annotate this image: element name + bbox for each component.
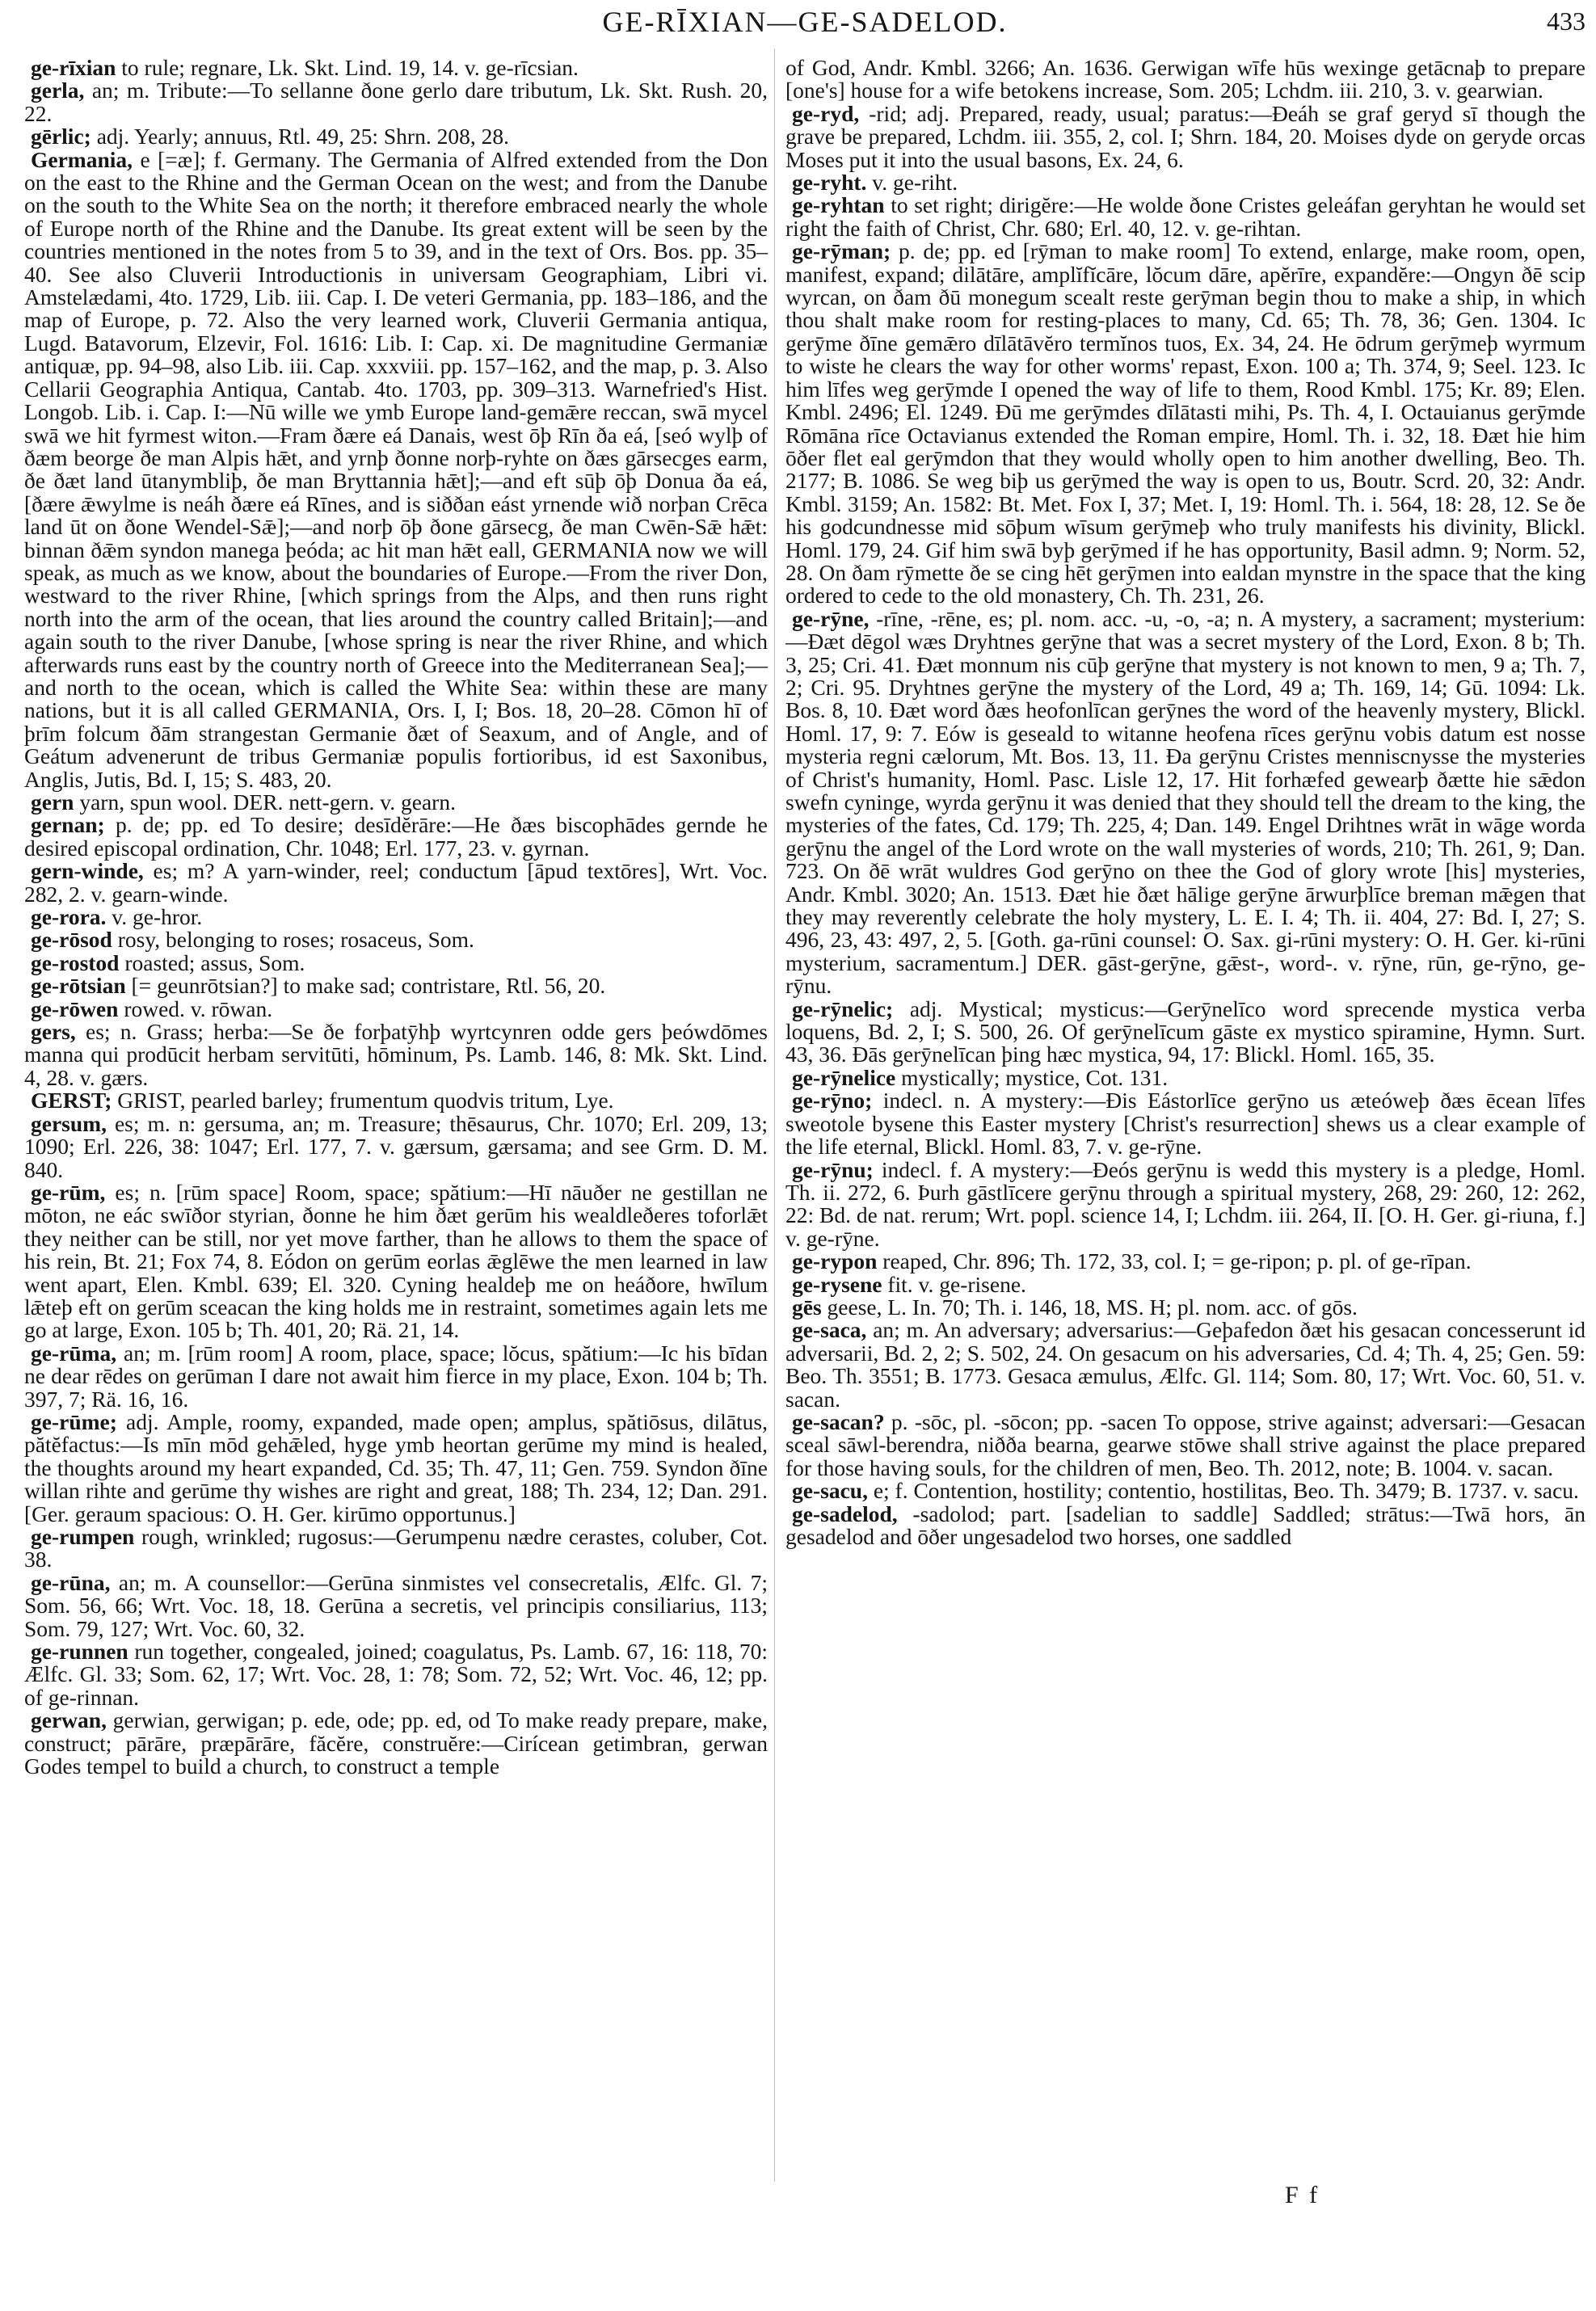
entry-headword: ge-rȳnu; <box>792 1156 874 1182</box>
entry-headword: GERST; <box>31 1088 112 1113</box>
dictionary-entry <box>24 146 768 792</box>
entry-definition: fit. v. ge-risene. <box>882 1271 1026 1297</box>
entry-headword: gern <box>31 789 74 815</box>
entry-definition: an; m. Tribute:—To sellanne ðone gerlo dare tributum, Lk. Skt. Rush. 20, 22. <box>24 78 768 126</box>
entry-headword: gers, <box>31 1019 76 1045</box>
entry-definition: e [=æ]; f. Germany. The Germania of Alfred extended from the Don on the east to the Rhine and the German Ocean on the west; and from the Danube on the south to the White Sea on the north; it therefore embraced nearly the whole of Europe north of the Rhine and the Danube. Its great extent will be seen by the countries mentioned in the notes from 5 to 39, and in the text of Ors. Bos. pp. 35–40. See also Cluverii Introductionis in universam Geographiam, Libri vi. Amstelædami, 4to. 1729, Lib. iii. Cap. I. De veteri Germania, pp. 183–186, and the map of Europe, p. 72. Also the very learned work, Cluverii Germania antiqua, Lugd. Batavorum, Elzevir, Fol. 1616: Lib. I: Cap. xi. De magnitudine Germaniæ antiquæ, pp. 94–98, also Lib. iii. Cap. xxxviii. pp. 157–162, and the map, p. 3. Also Cellarii Geographia Antiqua, Cantab. 4to. 1703, pp. 309–313. Warnefried's Hist. Longob. Lib. i. Cap. I:—Nū wille we ymb Europe land-gemǣre reccan, swā mycel swā we hit fyrmest witon.—Fram ðære eá Danais, west ōþ Rīn ða eá, [seó wylþ of ðæm beorge ðe man Alpis hǣt, and yrnþ ðonne norþ-ryhte on ðæs gārsecges earm, ðe ðæt land ūtanymbliþ, ðe man Bryttannia hǣt];—and eft sūþ ōþ Donua ða eá, [ðære ǣwylme is neáh ðære eá Rīnes, and is siððan eást yrnende wið norþan Crēca land ūt on ðone Wendel-Sǣ];—and norþ ōþ ðone gārsecg, ðe man Cwēn-Sǣ hǣt: binnan ðǣm syndon manega þeóda; ac hit man hǣt eall, GERMANIA now we will speak, as much as we know, about the boundaries of Europe.—From the river Don, westward to the river Rhine, [which springs from the Alps, and then runs right north into the arm of the ocean, that lies around the country called Britain];—and again south to the river Danube, [whose spring is near the river Rhine, and which afterwards runs east by the country north of Greece into the Mediterranean Sea];—and north to the ocean, which is called the White Sea: within these are many nations, but it is all called GERMANIA, Ors. I, I; Bos. 18, 20–28. Cōmon hī of þrīm folcum ðām strangestan Germanie ðæt of Seaxum, and of Angle, and of Geátum advenerunt de tribus Germaniæ populis fortioribus, id est Saxonibus, Anglis, Jutis, Bd. I, 15; S. 483, 20. <box>24 146 768 792</box>
entry-headword: Germania, <box>31 146 133 172</box>
entry-definition: run together, congealed, joined; coagulatus, Ps. Lamb. 67, 16: 118, 70: Ælfc. Gl. 33; Som. 62, 17; Wrt. Voc. 28, 1: 78; Som. 72, 52; Wrt. Voc. 46, 12; pp. of ge-rinnan. <box>24 1639 768 1710</box>
entry-headword: ge-ryht. <box>792 170 867 196</box>
entry-headword: gerwan, <box>31 1707 107 1733</box>
entry-headword: gern-winde, <box>31 858 144 884</box>
entry-definition: adj. Ample, roomy, expanded, made open; amplus, spătiōsus, dilātus, pătĕfactus:—Is mīn mōd gehǣled, hyge ymb heortan gerūme my mind is healed, the thoughts around my heart expanded, Cd. 35; Th. 47, 11; Gen. 759. Syndon ðīne willan rihte and gerūme thy wishes are right and great, 188; Th. 234, 12; Dan. 291. [Ger. geraum spacious: O. H. Ger. kirūmo opportunus.] <box>24 1408 768 1526</box>
entry-definition: p. de; pp. ed [rȳman to make room] To extend, enlarge, make room, open, manifest, expand; dilātāre, amplĭfĭcāre, lŏcum dāre, apĕrīre, expandĕre:—Ongyn ðē scip wyrcan, on ðam ðū monegum scealt reste gerȳman begin thou to make a ship, in which thou shalt make room for resting-places to many, Cd. 65; Th. 78, 36; Gen. 1304. Ic gerȳme ðīne gemǣro dīlātāvĕro termĭnos tuos, Ex. 34, 24. He ōdrum gerȳmeþ wyrmum to wiste he clears the way for other worms' repast, Exon. 100 a; Th. 374, 9; Seel. 123. Ic him līfes weg gerȳmde I opened the way of life to them, Rood Kmbl. 175; Kr. 89; Elen. Kmbl. 2496; El. 1249. Ðū me gerȳmdes dīlātasti mihi, Ps. Th. 4, I. Octauianus gerȳmde Rōmāna rīce Octavianus extended the Roman empire, Homl. Th. i. 32, 18. Ðæt hie him ōðer flet eal gerȳmdon that they would wholly open to him another dwelling, Beo. Th. 2177; B. 1086. Se weg biþ us gerȳmed the way is open to us, Boutr. Scrd. 20, 32: Andr. Kmbl. 3159; An. 1582: Bt. Met. Fox I, 37; Met. I, 19: Homl. Th. i. 564, 18: 28, 12. Se ðe his godcundnesse mid sōþum wīsum gerȳmeþ who truly manifests his divinity, Blickl. Homl. 179, 24. Gif him swā byþ gerȳmed if he has opportunity, Basil admn. 9; Norm. 52, 28. On ðam rȳmette ðe se cing hēt gerȳmen into ealdan mynstre in the space that the king ordered to cede to the old monastery, Ch. Th. 231, 26. <box>785 238 1585 608</box>
dictionary-entry <box>24 1640 768 1709</box>
entry-definition: -rīne, -rēne, es; pl. nom. acc. -u, -o, -a; n. A mystery, a sacrament; mysterium:—Ðæt dēgol wæs Dryhtnes gerȳne that was a secret mystery of the Lord, Exon. 8 b; Th. 3, 25; Cri. 41. Ðæt monnum nis cūþ gerȳne that mystery is not known to men, 9 a; Th. 7, 2; Cri. 95. Dryhtnes gerȳne the mystery of the Lord, 49 a; Th. 169, 14; Gū. 1094: Lk. Bos. 8, 10. Ðæt word ðæs heofonlīcan gerȳnes the word of the heavenly mystery, Blickl. Homl. 17, 9: 7. Eów is geseald to witanne heofena rīces gerȳnu vobis datum est nosse mysteria regni cælorum, Mt. Bos. 13, 11. Ða gerȳnu Cristes menniscnysse the mysteries of Christ's humanity, Homl. Pasc. Lisle 12, 17. Hit forhæfed gewearþ ðætte hie sǣdon swefn cyninge, wyrda gerȳnu it was denied that they should tell the dream to the king, the mysteries of the fates, Cd. 179; Th. 225, 4; Dan. 149. Engel Drihtnes wrāt in wāge worda gerȳnu the angel of the Lord wrote on the wall mysteries of words, 210; Th. 261, 9; Dan. 723. On ðē wrāt wuldres God gerȳno on thee the God of glory wrote [his] mysteries, Andr. Kmbl. 3020; An. 1513. Ðæt hie ðæt hālige gerȳne ārwurþlīce breman mǣgen that they may reverently celebrate the holy mystery, L. E. I. 4; Th. ii. 404, 27: Bd. I, 27; S. 496, 23, 43: 497, 2, 5. [Goth. ga-rūni counsel: O. Sax. gi-rūni mystery: O. H. Ger. ki-rūni mysterium, sacramentum.] DER. gāst-gerȳne, gǣst-, word-. v. rȳne, rūn, ge-rȳno, ge-rȳnu. <box>785 605 1585 999</box>
dictionary-entry <box>785 605 1585 999</box>
entry-definition: rough, wrinkled; rugosus:—Gerumpenu nædre cerastes, coluber, Cot. 38. <box>24 1524 768 1572</box>
entry-headword: ge-saca, <box>792 1317 867 1343</box>
entry-headword: ge-rysene <box>792 1271 882 1297</box>
entry-definition: adj. Mystical; mysticus:—Gerȳnelīco word sprecende mystica verba loquens, Bd. 2, I; S. 500, 26. Of gerȳnelīcum gāste ex mystico spiramine, Hymn. Surt. 43, 36. Ðās gerȳnelīcan þing hæc mystica, 94, 17: Blickl. Homl. 165, 35. <box>785 996 1585 1067</box>
entry-definition: gerwian, gerwigan; p. ede, ode; pp. ed, od To make ready prepare, make, construct; pārāre, præpārāre, făcĕre, construĕre:—Cirícean getimbran, gerwan Godes tempel to build a church, to construct a temple <box>24 1707 768 1779</box>
entry-headword: gērlic; <box>31 124 91 149</box>
entry-definition: p. de; pp. ed To desire; desīdĕrāre:—He ðæs biscophādes gernde he desired episcopal ordination, Chr. 1048; Erl. 177, 23. v. gyrnan. <box>24 812 768 861</box>
dictionary-entry <box>24 949 768 975</box>
entry-definition: reaped, Chr. 896; Th. 172, 33, col. I; = ge-ripon; p. pl. of ge-rīpan. <box>877 1248 1472 1274</box>
entry-definition: an; m. An adversary; adversarius:—Geþafedon ðæt his gesacan concesserunt id adversarii, Bd. 2, 2; S. 502, 24. On gesacum on his adversaries, Cd. 4; Th. 4, 25; Gen. 59: Beo. Th. 3551; B. 1773. Gesaca æmulus, Ælfc. Gl. 114; Som. 80, 17; Wrt. Voc. 60, 51. v. sacan. <box>785 1317 1585 1412</box>
entry-definition: to rule; regnare, Lk. Skt. Lind. 19, 14. v. ge-rīcsian. <box>116 55 579 80</box>
dictionary-entry <box>24 57 768 79</box>
entry-headword: ge-ryhtan <box>792 192 885 218</box>
entry-definition: an; m. [rūm room] A room, place, space; lŏcus, spătium:—Ic his bīdan ne dear rēdes on gerūman I dare not await him fierce in my place, Exon. 104 b; Th. 397, 7; Rä. 16, 16. <box>24 1340 768 1412</box>
entry-definition: indecl. n. A mystery:—Ðis Eástorlīce gerȳno us æteóweþ ðæs ēcean līfes sweotole bysene this Easter mystery [Christ's resurrection] shews us a clear example of the life eternal, Blickl. Homl. 83, 7. v. ge-rȳne. <box>785 1088 1585 1160</box>
entry-headword: ge-sacu, <box>792 1478 868 1504</box>
entry-definition: es; n. [rūm space] Room, space; spătium:—Hī nāuðer ne gestillan ne mōton, ne eác swīðor styrian, ðonne he him ðæt gerūm his wealdleðeres toforlǣt they neither can be still, nor yet move farther, than he allows to them the space of his rein, Bt. 21; Fox 74, 8. Eódon on gerūm eorlas ǣglēwe the men learned in law went apart, Elen. Kmbl. 639; El. 320. Cyning healdeþ me on heáðore, hwīlum lǣteþ eft on gerūm sceacan the king holds me in restraint, sometimes again lets me go at large, Exon. 105 b; Th. 401, 20; Rä. 21, 14. <box>24 1179 768 1343</box>
dictionary-entry <box>24 1408 768 1526</box>
dictionary-entry <box>24 974 768 997</box>
entry-definition: mystically; mystice, Cot. 131. <box>895 1064 1169 1090</box>
entry-headword: ge-rȳnelic; <box>792 996 894 1021</box>
dictionary-entry <box>785 1480 1585 1502</box>
dictionary-entry <box>785 1503 1585 1549</box>
entry-definition: roasted; assus, Som. <box>119 949 305 975</box>
entry-headword: ge-rumpen <box>31 1524 135 1549</box>
entry-headword: ge-rūna, <box>31 1569 111 1595</box>
dictionary-entry <box>785 998 1585 1067</box>
entry-headword: ge-rīxian <box>31 55 116 80</box>
dictionary-entry <box>24 1181 768 1342</box>
dictionary-entry <box>785 1089 1585 1158</box>
dictionary-entry <box>785 240 1585 608</box>
entry-headword: ge-runnen <box>31 1639 128 1665</box>
dictionary-entry <box>24 1110 768 1182</box>
entry-headword: gernan; <box>31 812 105 838</box>
entry-headword: ge-rypon <box>792 1248 878 1274</box>
entry-headword: ge-rȳman; <box>792 238 891 264</box>
entry-headword: ge-rūm, <box>31 1179 106 1205</box>
entry-definition: an; m. A counsellor:—Gerūna sinmistes vel consecretalis, Ælfc. Gl. 7; Som. 56, 66; Wrt. Voc. 18, 18. Gerūna a secretis, vel principis consiliarius, 113; Som. 79, 127; Wrt. Voc. 60, 32. <box>24 1569 768 1641</box>
entry-headword: gersum, <box>31 1110 107 1136</box>
entry-definition: rosy, belonging to roses; rosaceus, Som. <box>112 927 474 953</box>
entry-definition: es; m. n: gersuma, an; m. Treasure; thēsaurus, Chr. 1070; Erl. 209, 13; 1090; Erl. 226, 38: 1047; Erl. 177, 7. v. gærsum, gærsama; and see Grm. D. M. 840. <box>24 1110 768 1182</box>
entry-definition: [= geunrōtsian?] to make sad; contristare, Rtl. 56, 20. <box>125 973 606 999</box>
dictionary-entry <box>24 928 768 951</box>
entry-headword: ge-rora. <box>31 904 107 930</box>
page-header <box>24 5 1585 45</box>
entry-headword: ge-ryd, <box>792 100 860 126</box>
entry-definition: -sadolod; part. [sadelian to saddle] Saddled; strātus:—Twā hors, ān gesadelod and ōðer ungesadelod two horses, one saddled <box>785 1501 1585 1549</box>
entry-definition: es; n. Grass; herba:—Se ðe forþatȳhþ wyrtcynren odde gers þeówdōmes manna qui prodūcit herbam servitūti, hōminum, Ps. Lamb. 146, 8: Mk. Skt. Lind. 4, 28. v. gærs. <box>24 1019 768 1090</box>
dictionary-entry <box>24 1569 768 1641</box>
right-column <box>785 57 1585 1548</box>
entry-headword: ge-rōsod <box>31 927 112 953</box>
dictionary-entry <box>785 100 1585 172</box>
dictionary-entry <box>785 1319 1585 1411</box>
entry-headword: ge-sacan? <box>792 1408 885 1434</box>
entry-definition: GRIST, pearled barley; frumentum quodvis tritum, Lye. <box>112 1088 614 1113</box>
entry-definition: e; f. Contention, hostility; contentio, hostilitas, Beo. Th. 3479; B. 1737. v. sacu. <box>867 1478 1579 1504</box>
entry-definition: rowed. v. rōwan. <box>118 996 273 1021</box>
dictionary-entry <box>785 1296 1585 1319</box>
entry-definition: yarn, spun wool. DER. nett-gern. v. gearn. <box>74 789 456 815</box>
dictionary-entry <box>24 814 768 860</box>
dictionary-entry <box>24 791 768 814</box>
signature-mark: F f <box>1285 2182 1320 2208</box>
entry-definition: to set right; dirigĕre:—He wolde ðone Cristes geleáfan geryhtan he would set right the faith of Christ, Chr. 680; Erl. 40, 12. v. ge-rihtan. <box>785 192 1585 241</box>
entry-definition: v. ge-hror. <box>106 904 203 930</box>
entry-definition: geese, L. In. 70; Th. i. 146, 18, MS. H; pl. nom. acc. of gōs. <box>821 1294 1358 1320</box>
entry-definition: indecl. f. A mystery:—Ðeós gerȳnu is wedd this mystery is a pledge, Homl. Th. ii. 272, 6. Þurh gāstlīcere gerȳnu through a spiritual mystery, 268, 29: 260, 12: 262, 22: Bd. de nat. rerum; Wrt. popl. science 14, I; Lchdm. iii. 264, II. [O. H. Ger. gi-riuna, f.] v. ge-rȳne. <box>785 1156 1585 1251</box>
entry-headword: ge-rȳnelice <box>792 1064 896 1090</box>
dictionary-entry <box>24 860 768 906</box>
dictionary-entry <box>785 194 1585 240</box>
entry-definition: es; m? A yarn-winder, reel; conductum [āpud textōres], Wrt. Voc. 282, 2. v. gearn-winde. <box>24 858 768 907</box>
dictionary-entry <box>785 1156 1585 1251</box>
dictionary-entry <box>785 1064 1585 1090</box>
entry-definition: adj. Yearly; annuus, Rtl. 49, 25: Shrn. 208, 28. <box>91 124 509 149</box>
dictionary-entry <box>24 79 768 125</box>
dictionary-entry <box>24 1526 768 1572</box>
entry-headword: ge-rūme; <box>31 1408 117 1434</box>
dictionary-entry <box>24 1021 768 1089</box>
entry-definition: v. ge-riht. <box>866 170 958 196</box>
entry-headword: ge-rȳno; <box>792 1088 873 1113</box>
dictionary-entry <box>24 1089 768 1112</box>
running-title: GE-RĪXIAN—GE-SADELOD. <box>602 6 1008 38</box>
column-divider <box>774 48 775 2182</box>
dictionary-entry <box>785 1408 1585 1480</box>
dictionary-entry <box>24 998 768 1021</box>
dictionary-entry <box>785 1250 1585 1273</box>
entry-headword: gēs <box>792 1294 822 1320</box>
entry-headword: ge-rȳne, <box>792 605 870 631</box>
dictionary-entry <box>24 906 768 928</box>
page-number: 433 <box>1547 6 1585 36</box>
dictionary-entry <box>24 1342 768 1411</box>
dictionary-entry <box>785 57 1585 103</box>
entry-headword: ge-rōtsian <box>31 973 126 999</box>
entry-headword: ge-rūma, <box>31 1340 117 1366</box>
entry-headword: ge-sadelod, <box>792 1501 898 1526</box>
dictionary-entry <box>785 171 1585 194</box>
entry-headword: ge-rōwen <box>31 996 119 1021</box>
dictionary-entry <box>785 1273 1585 1296</box>
entry-headword: gerla, <box>31 78 85 103</box>
dictionary-entry <box>24 1709 768 1778</box>
left-column <box>24 57 768 1778</box>
entry-headword: ge-rostod <box>31 949 120 975</box>
entry-definition: p. -sōc, pl. -sōcon; pp. -sacen To oppose, strive against; adversari:—Gesacan sceal sāwl-berendra, niðða bearna, gearwe stōwe shall strive against the place prepared for those having souls, for the children of men, Beo. Th. 2012, note; B. 1004. v. sacan. <box>785 1408 1585 1480</box>
entry-definition: of God, Andr. Kmbl. 3266; An. 1636. Gerwigan wīfe hūs wexinge getācnaþ to prepare [one's] house for a wife betokens increase, Som. 205; Lchdm. iii. 210, 3. v. gearwian. <box>785 55 1585 103</box>
entry-definition: -rid; adj. Prepared, ready, usual; paratus:—Ðeáh se graf geryd sī though the grave be prepared, Lchdm. iii. 355, 2, col. I; Shrn. 184, 20. Moises dyde on geryde orcas Moses put it into the usual basons, Ex. 24, 6. <box>785 100 1585 172</box>
dictionary-entry <box>24 125 768 148</box>
